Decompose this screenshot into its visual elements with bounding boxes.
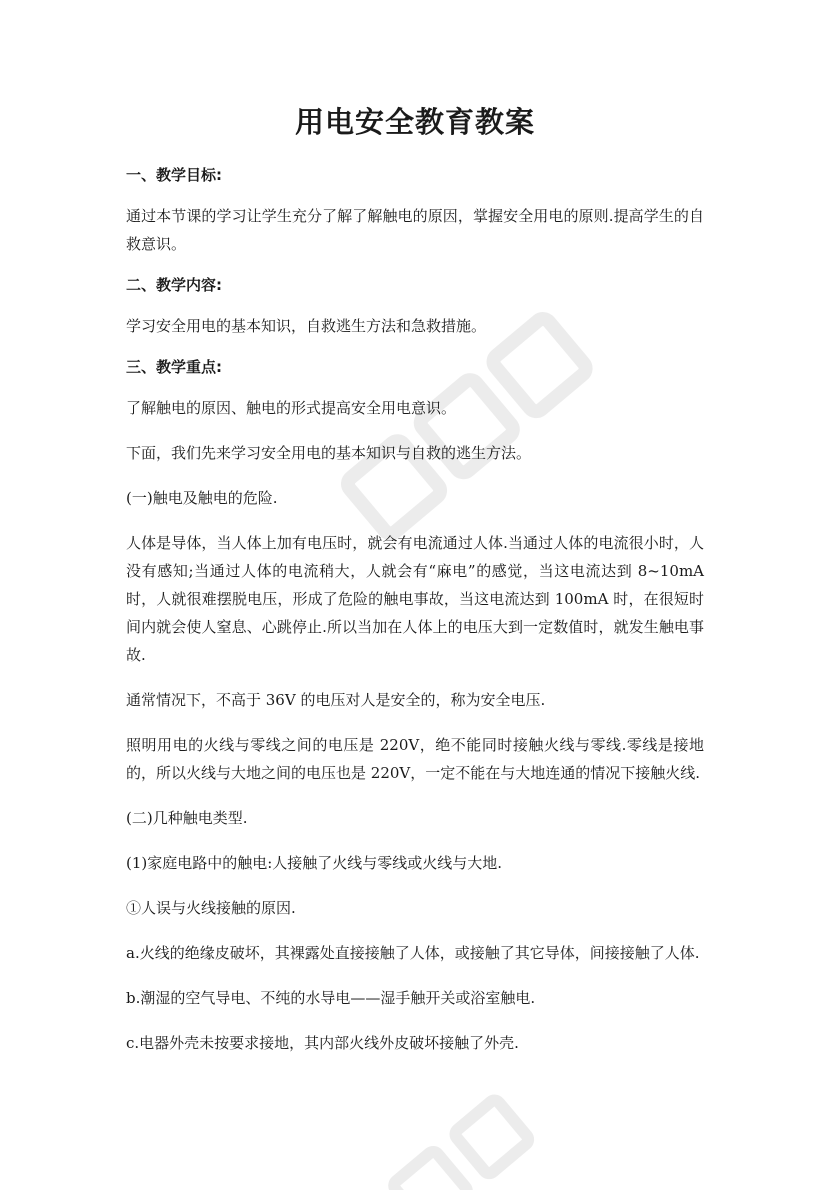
paragraph-part2-a: a.火线的绝缘皮破坏，其裸露处直接接触了人体，或接触了其它导体，间接接触了人体. <box>126 944 700 962</box>
paragraph-part2-item1-sub: ①人误与火线接触的原因. <box>126 899 296 917</box>
document-body <box>126 165 704 1074</box>
section-heading-focus: 三、教学重点: <box>126 358 222 376</box>
section-heading-content: 二、教学内容: <box>126 276 222 294</box>
paragraph-part2-c: c.电器外壳未按要求接地，其内部火线外皮破坏接触了外壳. <box>126 1034 519 1052</box>
paragraph-part2-b: b.潮湿的空气导电、不纯的水导电——湿手触开关或浴室触电. <box>126 989 536 1007</box>
paragraph-intro: 下面，我们先来学习安全用电的基本知识与自救的逃生方法。 <box>126 444 532 462</box>
paragraph-content: 学习安全用电的基本知识，自救逃生方法和急救措施。 <box>126 317 487 335</box>
paragraph-objective: 通过本节课的学习让学生充分了解了解触电的原因，掌握安全用电的原则.提高学生的自救意识。 <box>126 207 704 253</box>
subheading-part2: (二)几种触电类型. <box>126 809 248 827</box>
paragraph-focus: 了解触电的原因、触电的形式提高安全用电意识。 <box>126 399 457 417</box>
watermark-logo-bottom <box>360 1090 600 1190</box>
paragraph-part1-2: 通常情况下，不高于 36V 的电压对人是安全的，称为安全电压. <box>126 691 546 709</box>
subheading-part1: (一)触电及触电的危险. <box>126 489 278 507</box>
paragraph-part1-3: 照明用电的火线与零线之间的电压是 220V，绝不能同时接触火线与零线.零线是接地的，所以火线与大地之间的电压也是 220V，一定不能在与大地连通的情况下接触火线. <box>126 736 704 782</box>
page-title: 用电安全教育教案 <box>294 105 535 139</box>
section-heading-objective: 一、教学目标: <box>126 166 222 184</box>
paragraph-part1-1: 人体是导体，当人体上加有电压时，就会有电流通过人体.当通过人体的电流很小时，人没有感知;当通过人体的电流稍大，人就会有“麻电”的感觉，当这电流达到 8~10mA 时，人就很难摆脱电压，形成了危险的触电事故，当这电流达到 100mA 时，在很短时间内就会使人窒息、心跳停止.所以当加在人体上的电压大到一定数值时，就发生触电事故. <box>126 534 704 664</box>
paragraph-part2-item1: (1)家庭电路中的触电:人接触了火线与零线或火线与大地. <box>126 854 503 872</box>
